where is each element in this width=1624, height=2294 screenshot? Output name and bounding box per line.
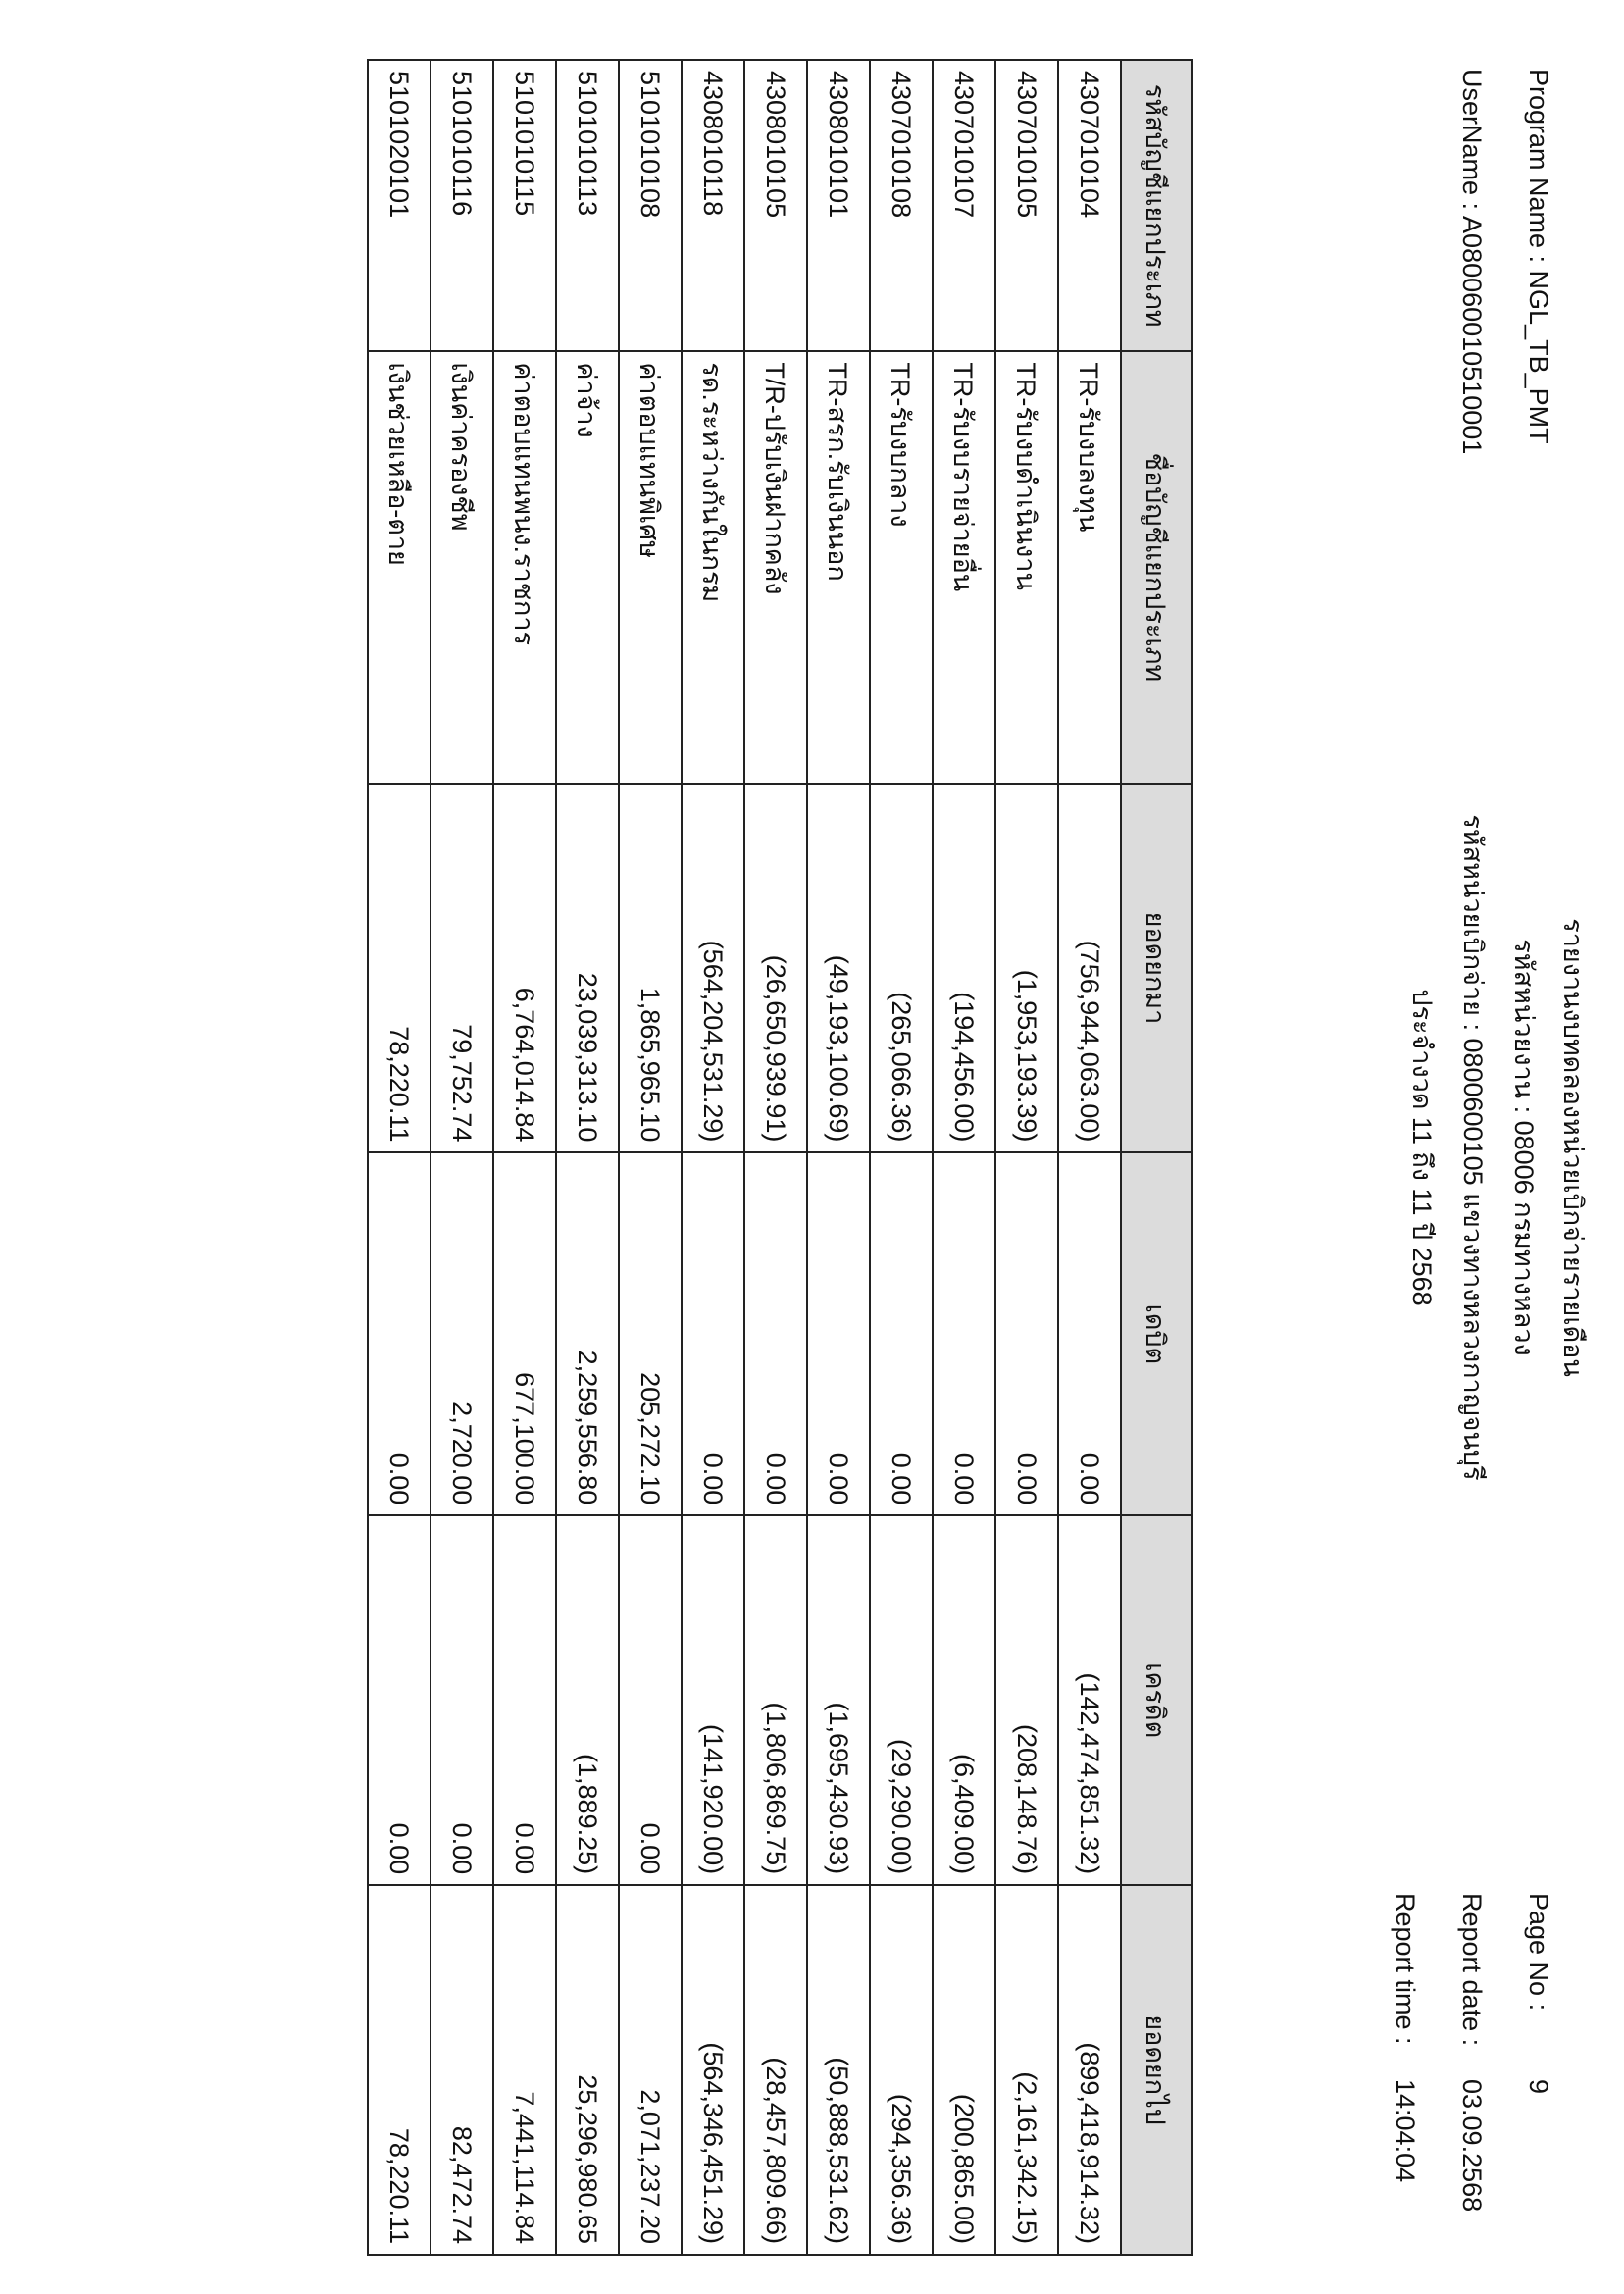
account-code: 4308010118 bbox=[682, 60, 744, 351]
table-row bbox=[431, 60, 493, 2255]
page-no: 9 bbox=[1524, 2079, 1553, 2095]
col-debit: เดบิต bbox=[1121, 1152, 1192, 1515]
col-account-name: ชื่อบัญชีแยกประเภท bbox=[1121, 351, 1192, 783]
debit: 677,100.00 bbox=[493, 1152, 556, 1515]
closing-balance: (2,161,342.15) bbox=[995, 1885, 1058, 2255]
credit: (141,920.00) bbox=[682, 1515, 744, 1885]
debit: 2,259,556.80 bbox=[556, 1152, 619, 1515]
opening-balance: (265,066.36) bbox=[870, 784, 933, 1153]
credit: (1,889.25) bbox=[556, 1515, 619, 1885]
opening-balance: (194,456.00) bbox=[933, 784, 995, 1153]
account-name: TR-รับงบดำเนินงาน bbox=[995, 351, 1058, 783]
account-code: 5101010116 bbox=[431, 60, 493, 351]
account-code: 4307010104 bbox=[1058, 60, 1121, 351]
closing-balance: (294,356.36) bbox=[870, 1885, 933, 2255]
account-code: 5101010108 bbox=[619, 60, 682, 351]
opening-balance: 79,752.74 bbox=[431, 784, 493, 1153]
opening-balance: 23,039,313.10 bbox=[556, 784, 619, 1153]
username: UserName : A080060010510001 bbox=[1457, 69, 1487, 455]
debit: 0.00 bbox=[807, 1152, 870, 1515]
account-name: ค่าจ้าง bbox=[556, 351, 619, 783]
credit: (1,695,430.93) bbox=[807, 1515, 870, 1885]
account-code: 5101010113 bbox=[556, 60, 619, 351]
agency-code: รหัสหน่วยงาน : 08006 กรมทางหลวง bbox=[1509, 939, 1539, 1356]
account-code: 4307010107 bbox=[933, 60, 995, 351]
credit: 0.00 bbox=[493, 1515, 556, 1885]
account-name: ค่าตอบแทนพิเศษ bbox=[619, 351, 682, 783]
closing-balance: 2,071,237.20 bbox=[619, 1885, 682, 2255]
closing-balance: (200,865.00) bbox=[933, 1885, 995, 2255]
account-name: TR-รับงบกลาง bbox=[870, 351, 933, 783]
closing-balance: 25,296,980.65 bbox=[556, 1885, 619, 2255]
opening-balance: (49,193,100.69) bbox=[807, 784, 870, 1153]
table-row bbox=[807, 60, 870, 2255]
program-name: Program Name : NGL_TB_PMT bbox=[1524, 69, 1553, 444]
opening-balance: 6,764,014.84 bbox=[493, 784, 556, 1153]
credit: (1,806,869.75) bbox=[744, 1515, 807, 1885]
closing-balance: 78,220.11 bbox=[368, 1885, 431, 2255]
disbursing-unit: รหัสหน่วยเบิกจ่าย : 0800600105 แขวงทางหลวงกาญจนบุรี bbox=[1458, 814, 1488, 1481]
account-name: TR-รับงบรายจ่ายอื่น bbox=[933, 351, 995, 783]
closing-balance: (564,346,451.29) bbox=[682, 1885, 744, 2255]
credit: (208,148.76) bbox=[995, 1515, 1058, 1885]
account-code: 4307010105 bbox=[995, 60, 1058, 351]
debit: 0.00 bbox=[744, 1152, 807, 1515]
table-row bbox=[682, 60, 744, 2255]
opening-balance: 78,220.11 bbox=[368, 784, 431, 1153]
credit: 0.00 bbox=[619, 1515, 682, 1885]
debit: 0.00 bbox=[368, 1152, 431, 1515]
report-date: 03.09.2568 bbox=[1457, 2079, 1487, 2213]
debit: 2,720.00 bbox=[431, 1152, 493, 1515]
closing-balance: (28,457,809.66) bbox=[744, 1885, 807, 2255]
table-row bbox=[493, 60, 556, 2255]
credit: 0.00 bbox=[368, 1515, 431, 1885]
account-name: เงินค่าครองชีพ bbox=[431, 351, 493, 783]
table-row bbox=[556, 60, 619, 2255]
credit: (29,290.00) bbox=[870, 1515, 933, 1885]
table-row bbox=[368, 60, 431, 2255]
debit: 0.00 bbox=[933, 1152, 995, 1515]
debit: 0.00 bbox=[1058, 1152, 1121, 1515]
account-name: T/R-ปรับเงินฝากคลัง bbox=[744, 351, 807, 783]
table-row bbox=[933, 60, 995, 2255]
credit: (142,474,851.32) bbox=[1058, 1515, 1121, 1885]
trial-balance-table bbox=[367, 59, 1193, 2256]
table-header-row bbox=[1121, 60, 1192, 2255]
account-code: 4307010108 bbox=[870, 60, 933, 351]
opening-balance: 1,865,965.10 bbox=[619, 784, 682, 1153]
col-credit: เครดิต bbox=[1121, 1515, 1192, 1885]
closing-balance: 7,441,114.84 bbox=[493, 1885, 556, 2255]
account-name: TR-สรก.รับเงินนอก bbox=[807, 351, 870, 783]
account-name: TR-รับงบลงทุน bbox=[1058, 351, 1121, 783]
credit: 0.00 bbox=[431, 1515, 493, 1885]
debit: 0.00 bbox=[870, 1152, 933, 1515]
table-row bbox=[619, 60, 682, 2255]
col-account-code: รหัสบัญชีแยกประเภท bbox=[1121, 60, 1192, 351]
account-name: รด.ระหว่างกันในกรม bbox=[682, 351, 744, 783]
opening-balance: (756,944,063.00) bbox=[1058, 784, 1121, 1153]
report-time: 14:04:04 bbox=[1391, 2079, 1420, 2183]
table-row bbox=[870, 60, 933, 2255]
debit: 205,272.10 bbox=[619, 1152, 682, 1515]
col-opening-balance: ยอดยกมา bbox=[1121, 784, 1192, 1153]
account-code: 5101020101 bbox=[368, 60, 431, 351]
debit: 0.00 bbox=[682, 1152, 744, 1515]
account-code: 4308010101 bbox=[807, 60, 870, 351]
opening-balance: (26,650,939.91) bbox=[744, 784, 807, 1153]
report-title: รายงานงบทดลองหน่วยเบิกจ่ายรายเดือน bbox=[1558, 918, 1588, 1377]
closing-balance: (50,888,531.62) bbox=[807, 1885, 870, 2255]
opening-balance: (1,953,193.39) bbox=[995, 784, 1058, 1153]
col-closing-balance: ยอดยกไป bbox=[1121, 1885, 1192, 2255]
table-row bbox=[744, 60, 807, 2255]
debit: 0.00 bbox=[995, 1152, 1058, 1515]
closing-balance: (899,418,914.32) bbox=[1058, 1885, 1121, 2255]
report-period: ประจำงวด 11 ถึง 11 ปี 2568 bbox=[1407, 989, 1437, 1306]
table-row bbox=[995, 60, 1058, 2255]
account-name: ค่าตอบแทนพนง.ราชการ bbox=[493, 351, 556, 783]
closing-balance: 82,472.74 bbox=[431, 1885, 493, 2255]
account-name: เงินช่วยเหลือ-ตาย bbox=[368, 351, 431, 783]
report-time-label: Report time : bbox=[1391, 1893, 1420, 2045]
report-date-label: Report date : bbox=[1457, 1893, 1487, 2047]
opening-balance: (564,204,531.29) bbox=[682, 784, 744, 1153]
account-code: 4308010105 bbox=[744, 60, 807, 351]
credit: (6,409.00) bbox=[933, 1515, 995, 1885]
table-row bbox=[1058, 60, 1121, 2255]
page-no-label: Page No : bbox=[1524, 1893, 1553, 2012]
account-code: 5101010115 bbox=[493, 60, 556, 351]
